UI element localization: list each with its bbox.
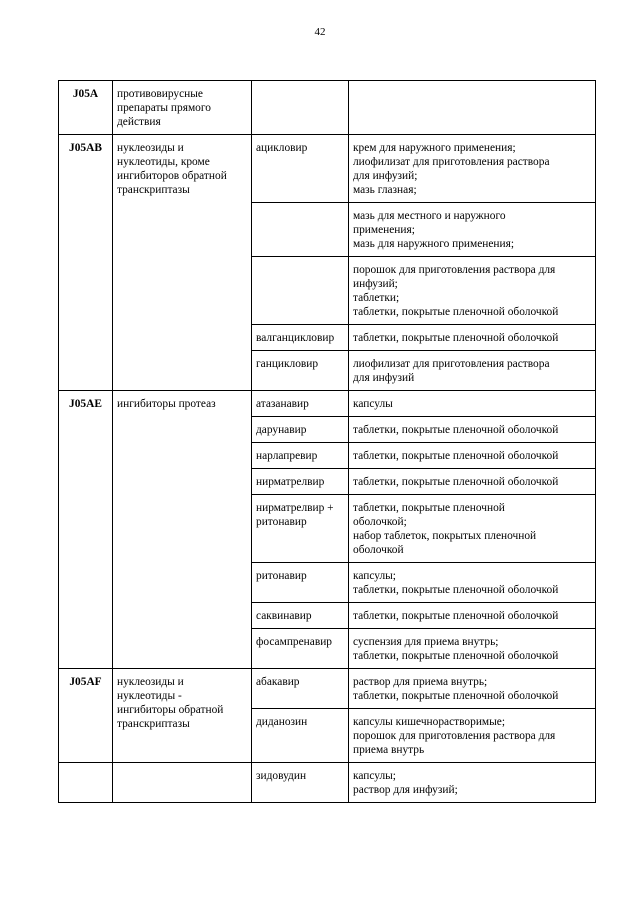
drug-name-cell [252, 603, 349, 629]
table-row [59, 135, 596, 203]
atc-code-cell: J05A [59, 81, 113, 135]
drug-name-line: нарлапревир [256, 450, 318, 462]
drug-name-cell [252, 81, 349, 135]
drug-name-cell [252, 325, 349, 351]
dosage-form-line: таблетки, покрытые пленочной оболочкой [353, 332, 559, 344]
drug-name-line: ацикловир [256, 142, 308, 154]
dosage-form-line: приема внутрь [353, 744, 425, 756]
dosage-form-line: капсулы; [353, 770, 396, 782]
dosage-form-cell [349, 495, 596, 563]
dosage-form-line: таблетки, покрытые пленочной оболочкой [353, 424, 559, 436]
dosage-form-cell [349, 135, 596, 203]
dosage-form-cell [349, 603, 596, 629]
dosage-form-line: для инфузий [353, 372, 415, 384]
dosage-form-line: мазь глазная; [353, 184, 417, 196]
dosage-form-line: оболочкой; [353, 516, 407, 528]
dosage-form-line: таблетки, покрытые пленочной оболочкой [353, 450, 559, 462]
dosage-form-cell [349, 325, 596, 351]
dosage-form-cell [349, 351, 596, 391]
dosage-form-line: лиофилизат для приготовления раствора [353, 156, 550, 168]
group-name-cell [113, 81, 252, 135]
drug-name-cell [252, 135, 349, 203]
drug-name-cell [252, 443, 349, 469]
dosage-form-line: порошок для приготовления раствора для [353, 264, 556, 276]
drug-name-cell [252, 709, 349, 763]
dosage-form-line: таблетки, покрытые пленочной [353, 502, 505, 514]
dosage-form-line: применения; [353, 224, 415, 236]
dosage-form-line: капсулы кишечнорастворимые; [353, 716, 505, 728]
dosage-form-line: раствор для приема внутрь; [353, 676, 488, 688]
drug-name-cell [252, 629, 349, 669]
group-name-line: нуклеозиды и [117, 676, 184, 688]
group-name-line: нуклеотиды - [117, 690, 182, 702]
drug-name-cell [252, 495, 349, 563]
group-name-cell [113, 669, 252, 763]
dosage-form-line: мазь для местного и наружного [353, 210, 506, 222]
dosage-form-line: таблетки, покрытые пленочной оболочкой [353, 584, 559, 596]
drug-name-cell [252, 469, 349, 495]
dosage-form-cell [349, 391, 596, 417]
dosage-form-line: таблетки; [353, 292, 400, 304]
dosage-form-cell [349, 469, 596, 495]
dosage-form-line: порошок для приготовления раствора для [353, 730, 556, 742]
drug-name-line: атазанавир [256, 398, 309, 410]
drug-name-line: абакавир [256, 676, 300, 688]
dosage-form-line: раствор для инфузий; [353, 784, 458, 796]
group-name-line: нуклеозиды и [117, 142, 184, 154]
group-name-cell [113, 763, 252, 803]
drug-name-cell [252, 391, 349, 417]
drug-name-cell [252, 417, 349, 443]
dosage-form-line: таблетки, покрытые пленочной оболочкой [353, 650, 559, 662]
table-row [59, 81, 596, 135]
dosage-form-line: мазь для наружного применения; [353, 238, 515, 250]
dosage-form-cell [349, 709, 596, 763]
drug-name-cell [252, 203, 349, 257]
drug-name-cell [252, 563, 349, 603]
atc-code-cell [59, 763, 113, 803]
group-name-line: ингибиторов обратной [117, 170, 227, 182]
table-row [59, 763, 596, 803]
drug-name-line: ритонавир [256, 516, 307, 528]
group-name-line: действия [117, 116, 161, 128]
group-name-line: ингибиторы протеаз [117, 398, 216, 410]
dosage-form-line: таблетки, покрытые пленочной оболочкой [353, 306, 559, 318]
group-name-line: ингибиторы обратной [117, 704, 224, 716]
drug-name-line: нирматрелвир + [256, 502, 334, 514]
atc-code-cell: J05AF [59, 669, 113, 763]
dosage-form-line: таблетки, покрытые пленочной оболочкой [353, 476, 559, 488]
drug-name-line: нирматрелвир [256, 476, 325, 488]
dosage-form-line: капсулы [353, 398, 393, 410]
group-name-line: транскриптазы [117, 718, 190, 730]
dosage-form-cell [349, 417, 596, 443]
dosage-form-cell [349, 763, 596, 803]
drug-name-cell [252, 669, 349, 709]
dosage-form-cell [349, 669, 596, 709]
dosage-form-cell [349, 203, 596, 257]
drug-name-cell [252, 257, 349, 325]
table-row [59, 669, 596, 709]
dosage-form-line: суспензия для приема внутрь; [353, 636, 499, 648]
medication-table [58, 80, 596, 803]
dosage-form-cell [349, 563, 596, 603]
dosage-form-cell [349, 443, 596, 469]
atc-code-cell: J05AB [59, 135, 113, 391]
drug-name-line: зидовудин [256, 770, 307, 782]
group-name-line: транскриптазы [117, 184, 190, 196]
dosage-form-line: оболочкой [353, 544, 404, 556]
dosage-form-cell [349, 629, 596, 669]
drug-name-line: диданозин [256, 716, 308, 728]
drug-name-cell [252, 763, 349, 803]
table-row [59, 391, 596, 417]
dosage-form-line: набор таблеток, покрытых пленочной [353, 530, 537, 542]
atc-code-cell: J05AE [59, 391, 113, 669]
dosage-form-line: таблетки, покрытые пленочной оболочкой [353, 610, 559, 622]
group-name-cell [113, 391, 252, 669]
group-name-line: препараты прямого [117, 102, 211, 114]
drug-name-cell [252, 351, 349, 391]
dosage-form-line: капсулы; [353, 570, 396, 582]
medication-table-body [59, 81, 596, 803]
dosage-form-line: для инфузий; [353, 170, 418, 182]
drug-name-line: саквинавир [256, 610, 312, 622]
group-name-line: нуклеотиды, кроме [117, 156, 210, 168]
dosage-form-cell [349, 81, 596, 135]
dosage-form-cell [349, 257, 596, 325]
dosage-form-line: таблетки, покрытые пленочной оболочкой [353, 690, 559, 702]
dosage-form-line: крем для наружного применения; [353, 142, 516, 154]
drug-name-line: валганцикловир [256, 332, 335, 344]
group-name-line: противовирусные [117, 88, 203, 100]
drug-name-line: дарунавир [256, 424, 307, 436]
drug-name-line: фосампренавир [256, 636, 332, 648]
dosage-form-line: инфузий; [353, 278, 398, 290]
page-number: 42 [314, 26, 326, 38]
drug-name-line: ганцикловир [256, 358, 319, 370]
drug-name-line: ритонавир [256, 570, 307, 582]
group-name-cell [113, 135, 252, 391]
dosage-form-line: лиофилизат для приготовления раствора [353, 358, 550, 370]
